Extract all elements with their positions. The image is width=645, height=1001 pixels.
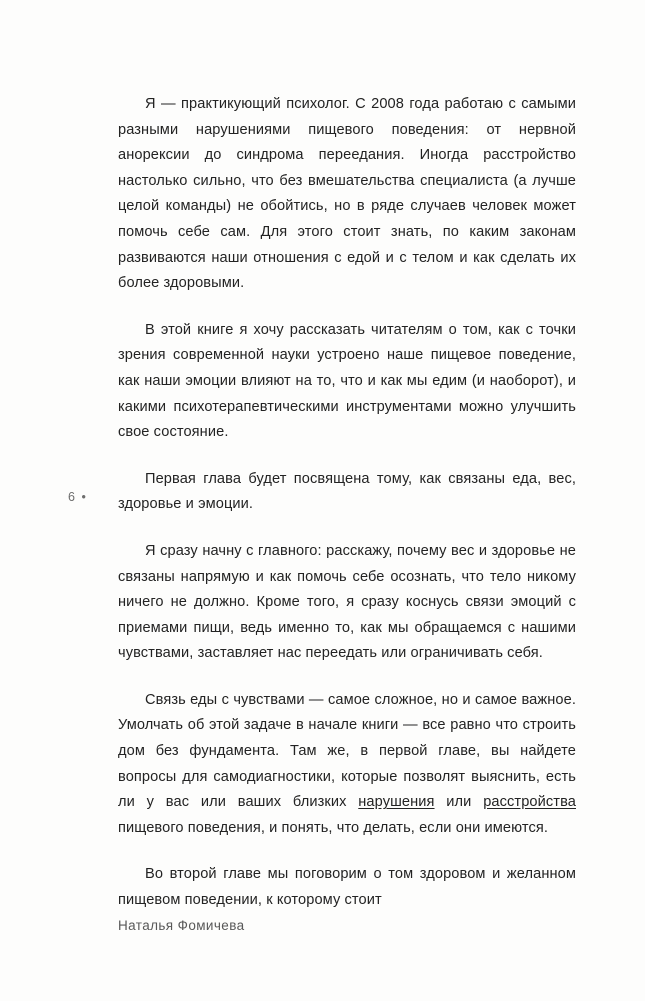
paragraph: Я — практикующий психолог. С 2008 года работаю с самыми разными нарушениями пищевого поведения: от нервной анорексии до синдрома переедания. Иногда расстройство настолько сильно, что без вмешательства специалиста (а лучше целой команды) не обойтись, но в ряде случаев человек может помочь себе сам. Для этого стоит знать, по каким законам развиваются наши отношения с едой и с телом и как сделать их более здоровыми. <box>118 96 576 292</box>
page-number-value: 6 <box>68 490 76 504</box>
paragraph: В этой книге я хочу рассказать читателям о том, как с точки зрения современной науки устроено наше пищевое поведение, как наши эмоции влияют на то, что и как мы едим (и наоборот), и какими психотерапевтическими инструментами можно улучшить свое состояние. <box>118 321 576 441</box>
paragraph: Во второй главе мы поговорим о том здоровом и желанном пищевом поведении, к которому стоит <box>118 866 576 909</box>
paragraph-text-middle: или <box>434 794 484 811</box>
paragraph-text-before: Связь еды с чувствами — самое сложное, но и самое важное. Умолчать об этой задаче в начале книги — все равно что строить дом без фундамента. Там же, в первой главе, вы найдете вопросы для самодиагностики, которые позволят выяснить, есть ли у вас или ваших близких <box>118 691 576 811</box>
page-body-text <box>118 92 576 914</box>
page-footer <box>118 918 578 933</box>
paragraph-with-emphasis <box>118 688 576 842</box>
page-number <box>68 490 86 504</box>
page-number-marker: • <box>81 490 87 504</box>
emphasis-rasstroystva: расстройства <box>483 794 576 811</box>
emphasis-narusheniya: нарушения <box>358 794 435 811</box>
paragraph: Я сразу начну с главного: расскажу, почему вес и здоровье не связаны напрямую и как помочь себе осознать, что тело никому ничего не должно. Кроме того, я сразу коснусь связи эмоций с приемами пищи, ведь именно то, как мы обращаемся с нашими чувствами, заставляет нас переедать или ограничивать себя. <box>118 542 576 662</box>
paragraph: Первая глава будет посвящена тому, как связаны еда, вес, здоровье и эмоции. <box>118 470 576 513</box>
footer-author-name: Наталья Фомичева <box>118 918 245 933</box>
paragraph-text-after: пищевого поведения, и понять, что делать, если они имеются. <box>118 819 549 836</box>
